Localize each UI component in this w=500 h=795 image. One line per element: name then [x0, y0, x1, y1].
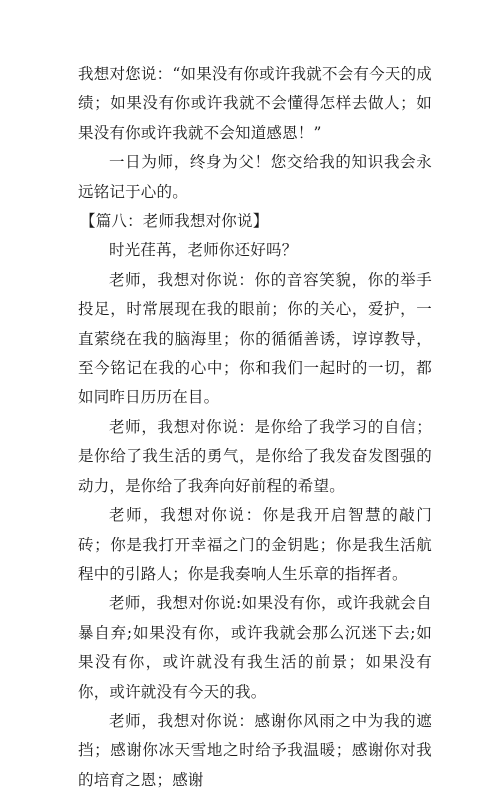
- paragraph-thanks: 老师，我想对你说：感谢你风雨之中为我的遮挡；感谢你冰天雪地之时给予我温暖；感谢你对我的培育之恩；感谢: [78, 711, 432, 789]
- section-heading: 【篇八：老师我想对你说】: [80, 212, 269, 231]
- paragraph-without-you: 老师，我想对你说:如果没有你，或许我就会自暴自弃;如果没有你，或许我就会那么沉迷下去;如果没有你，或许就没有我生活的前景；如果没有你，或许就没有今天的我。: [78, 594, 432, 701]
- paragraph-memories: 老师，我想对你说：你的音容笑貌，你的举手投足，时常展现在我的眼前；你的关心，爱护，一直萦绕在我的脑海里；你的循循善诱，谆谆教导，至今铭记在我的心中；你和我们一起时的一切，都如同昨日历历在目。: [78, 270, 432, 407]
- paragraph-teacher-father: 一日为师，终身为父！您交给我的知识我会永远铭记于心的。: [78, 153, 432, 201]
- paragraph-greeting: 时光荏苒，老师你还好吗？: [109, 241, 298, 260]
- paragraph-confidence: 老师，我想对你说：是你给了我学习的自信；是你给了我生活的勇气，是你给了我发奋发图强的动力，是你给了我奔向好前程的希望。: [78, 417, 432, 495]
- paragraph-quote: 我想对您说：“如果没有你或许我就不会有今天的成绩；如果没有你或许我就不会懂得怎样去做人；如果没有你或许我就不会知道感恩！”: [78, 65, 432, 142]
- paragraph-guide: 老师，我想对你说：你是我开启智慧的敲门砖；你是我打开幸福之门的金钥匙；你是我生活航程中的引路人；你是我奏响人生乐章的指挥者。: [78, 506, 432, 583]
- document-body: [78, 60, 432, 795]
